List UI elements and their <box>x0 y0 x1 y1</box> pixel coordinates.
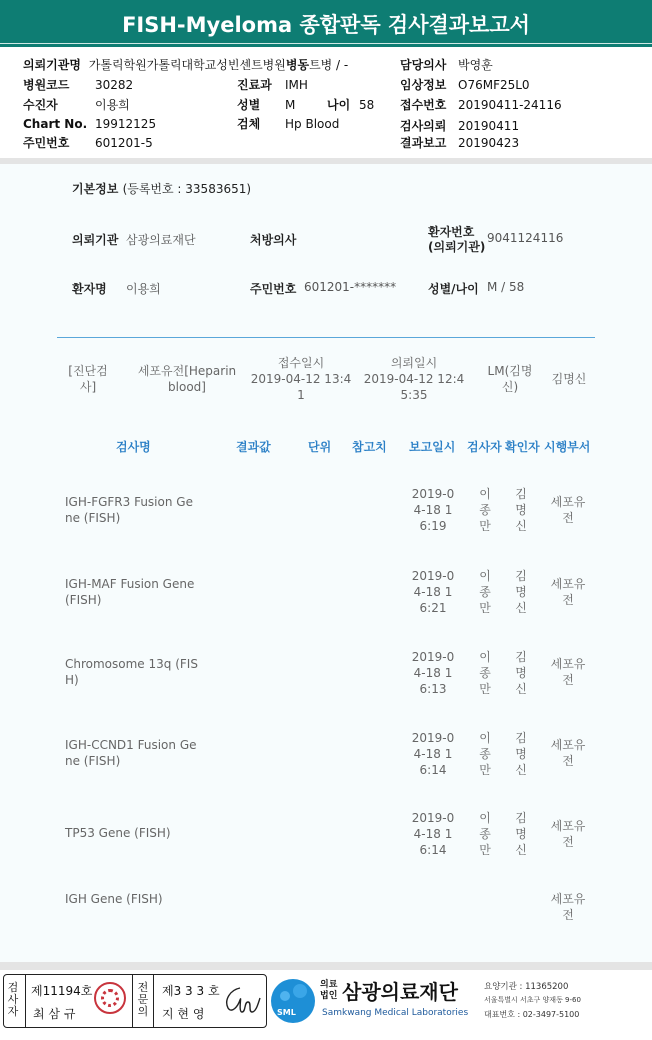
patient-row <box>23 96 130 113</box>
department-name: 세포유전 <box>550 738 586 768</box>
col-test-name: 검사명 <box>116 440 151 454</box>
specimen-value: Hp Blood <box>285 117 340 131</box>
institution-row <box>23 56 348 73</box>
department-name: 세포유전 <box>550 495 586 525</box>
receipt-row <box>400 96 562 113</box>
rrn-value: 601201-******* <box>304 280 397 294</box>
specialist-title: 전문의 <box>137 981 149 1018</box>
org-name-en: Samkwang Medical Laboratories <box>322 1008 469 1018</box>
report-title: FISH-Myeloma 종합판독 검사결과보고서 <box>0 0 652 47</box>
divider-line <box>57 337 595 338</box>
divider <box>25 975 26 1027</box>
org-name: 삼광의료재단 <box>342 980 458 1004</box>
report-label: 결과보고 <box>400 136 447 150</box>
prescriber-label: 처방의사 <box>250 233 297 247</box>
patient-value: 이용희 <box>95 98 130 112</box>
doctor-label: 담당의사 <box>400 58 447 72</box>
sex-value: M <box>285 98 296 112</box>
test-name: IGH-MAF Fusion Gene (FISH) <box>65 577 195 607</box>
confirmer-name: 김명신 <box>515 811 527 857</box>
phone: 대표번호 : 02-3497-5100 <box>484 1010 580 1019</box>
chart-label: Chart No. <box>23 117 88 131</box>
confirmer-name: 김명신 <box>515 731 527 777</box>
sml-label: SML <box>277 1008 296 1017</box>
order-person: 김명신 <box>551 372 587 386</box>
institution-label: 의뢰기관명 <box>23 58 81 72</box>
test-name: IGH-FGFR3 Fusion Gene (FISH) <box>65 495 193 525</box>
col-unit: 단위 <box>308 440 332 454</box>
order-lm: LM(김명신) <box>487 364 533 394</box>
col-reference: 참고치 <box>352 440 387 454</box>
org-type-1: 의료 <box>320 980 338 990</box>
sex-age-value: M / 58 <box>487 280 525 294</box>
order-request-label: 의뢰일시 <box>390 356 438 370</box>
basic-info-title: 기본정보 <box>72 182 119 196</box>
department-name: 세포유전 <box>550 577 586 607</box>
col-result: 결과값 <box>236 440 271 454</box>
rrn-label: 주민번호 <box>250 282 297 296</box>
institution-value: 가톨릭학원가톨릭대학교성빈센트병원 <box>88 58 286 72</box>
tester-name: 이종만 <box>479 731 491 777</box>
footer <box>0 970 652 1040</box>
patient-name-label: 환자명 <box>72 282 107 296</box>
requester-value: 삼광의료재단 <box>126 233 196 247</box>
request-label: 검사의뢰 <box>400 119 447 133</box>
order-category: [진단검사] <box>68 364 108 394</box>
specimen-row <box>237 115 339 132</box>
clinical-value: O76MF25L0 <box>458 78 530 92</box>
order-request-datetime: 2019-04-12 12:45:35 <box>363 372 465 402</box>
chart-value: 19912125 <box>95 117 157 131</box>
resident-row <box>23 134 153 151</box>
col-department: 시행부서 <box>544 440 591 454</box>
patient-label: 수진자 <box>23 98 58 112</box>
tester-seal-inner <box>101 989 119 1007</box>
patient-name-value: 이용희 <box>126 282 161 296</box>
dept-value: IMH <box>285 78 308 92</box>
patient-number-label-2: (의뢰기관) <box>428 240 486 254</box>
tester-name: 이종만 <box>479 811 491 857</box>
hospital-code-value: 30282 <box>95 78 134 92</box>
col-tester: 검사자 <box>467 440 502 454</box>
specialist-name-footer: 지 현 영 <box>162 1007 205 1021</box>
signature-icon <box>222 984 262 1016</box>
address: 서울특별시 서초구 양재동 9-60 <box>484 996 581 1004</box>
order-receipt-label: 접수일시 <box>277 356 325 370</box>
ward-value: 트병 / - <box>309 58 349 72</box>
hospital-code-label: 병원코드 <box>23 78 70 92</box>
report-row <box>400 134 519 151</box>
test-name: IGH Gene (FISH) <box>65 892 163 906</box>
department-name: 세포유전 <box>550 819 586 849</box>
org-type-2: 법인 <box>320 991 338 1001</box>
tester-name: 이종만 <box>479 650 491 696</box>
sex-age-label: 성별/나이 <box>428 282 479 296</box>
report-value: 20190423 <box>458 136 520 150</box>
tester-name: 이종만 <box>479 487 491 533</box>
confirmer-name: 김명신 <box>515 569 527 615</box>
clinical-row <box>400 76 530 93</box>
sml-logo-icon <box>270 978 316 1024</box>
order-specimen: 세포유전[Heparin blood] <box>137 364 237 394</box>
report-datetime: 2019-04-18 16:14 <box>411 731 455 777</box>
report-datetime: 2019-04-18 16:14 <box>411 811 455 857</box>
doctor-row <box>400 56 493 73</box>
tester-name: 이종만 <box>479 569 491 615</box>
department-name: 세포유전 <box>550 657 586 687</box>
separator-bottom <box>0 962 652 970</box>
resident-value: 601201-5 <box>95 136 153 150</box>
request-value: 20190411 <box>458 119 520 133</box>
test-name: TP53 Gene (FISH) <box>65 826 171 840</box>
tester-license: 제11194호 <box>31 984 93 998</box>
sex-row <box>237 96 374 113</box>
specialist-license: 제3 3 3 호 <box>162 984 220 998</box>
test-name: IGH-CCND1 Fusion Gene (FISH) <box>65 738 197 768</box>
divider <box>153 975 154 1027</box>
report-datetime: 2019-04-18 16:21 <box>411 569 455 615</box>
hospital-code-row <box>23 76 133 93</box>
report-datetime: 2019-04-18 16:19 <box>411 487 455 533</box>
basic-info-heading <box>72 180 251 197</box>
sex-label: 성별 <box>237 98 261 112</box>
confirmer-name: 김명신 <box>515 487 527 533</box>
test-name: Chromosome 13q (FISH) <box>65 657 198 687</box>
dept-row <box>237 76 308 93</box>
registration-number: (등록번호 : 33583651) <box>122 182 252 196</box>
patient-number-label-1: 환자번호 <box>428 225 475 239</box>
facility-code: 요양기관 : 11365200 <box>484 982 569 992</box>
age-value: 58 <box>359 98 375 112</box>
order-receipt-datetime: 2019-04-12 13:41 <box>250 372 352 402</box>
patient-number-value: 9041124116 <box>487 231 564 245</box>
tester-name-footer: 최 삼 규 <box>33 1007 76 1021</box>
requester-label: 의뢰기관 <box>72 233 119 247</box>
doctor-value: 박영훈 <box>458 58 493 72</box>
department-name: 세포유전 <box>550 892 586 922</box>
clinical-label: 임상정보 <box>400 78 447 92</box>
resident-label: 주민번호 <box>23 136 70 150</box>
receipt-label: 접수번호 <box>400 98 447 112</box>
dept-label: 진료과 <box>237 78 272 92</box>
specimen-label: 검체 <box>237 117 261 131</box>
age-label: 나이 <box>327 98 351 112</box>
tester-title: 검사자 <box>7 981 19 1018</box>
col-report-date: 보고일시 <box>409 440 456 454</box>
receipt-value: 20190411-24116 <box>458 98 562 112</box>
col-confirmer: 확인자 <box>505 440 540 454</box>
request-row <box>400 117 519 134</box>
confirmer-name: 김명신 <box>515 650 527 696</box>
chart-row <box>23 117 156 131</box>
divider <box>132 975 133 1027</box>
report-datetime: 2019-04-18 16:13 <box>411 650 455 696</box>
ward-label: 병동 <box>285 58 310 72</box>
